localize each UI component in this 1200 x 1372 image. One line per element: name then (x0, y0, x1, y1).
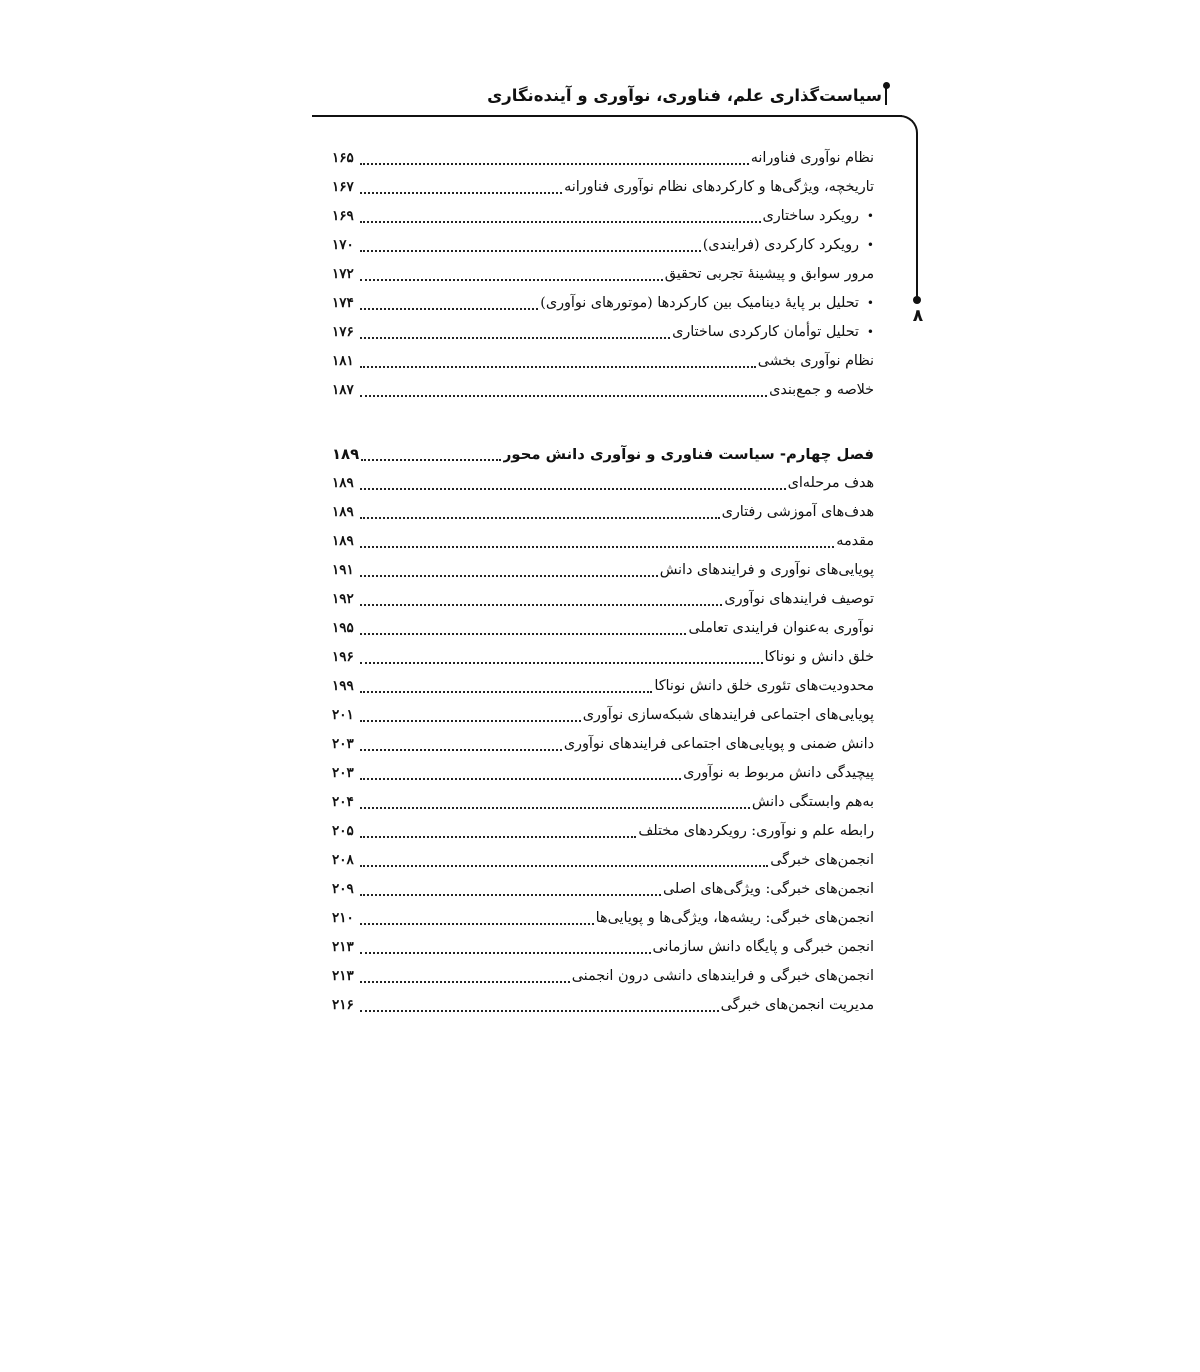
toc-entry-text: پیچیدگی دانش مربوط به نوآوری (683, 765, 874, 781)
toc-entry (332, 672, 874, 701)
toc-entry-page: ۱۶۹ (332, 208, 354, 224)
leader-dots (360, 690, 652, 693)
running-title: سیاست‌گذاری علم، فناوری، نوآوری و آینده‌نگاری (487, 86, 882, 105)
toc-entry-page: ۱۷۲ (332, 266, 354, 282)
toc-entry-text: انجمن خبرگی و پایگاه دانش سازمانی (652, 939, 874, 955)
toc-entry-title (583, 701, 874, 730)
toc-entry (332, 585, 874, 614)
leader-dots (360, 162, 749, 165)
toc-entry-title (596, 904, 874, 933)
toc-entry-text: توصیف فرایندهای نوآوری (724, 591, 874, 607)
toc-entry-text: به‌هم وابستگی دانش (751, 794, 874, 810)
side-rule (916, 133, 918, 299)
toc-entry-page: ۱۸۹ (332, 475, 354, 491)
leader-dots (360, 336, 670, 339)
toc-entry-title (672, 318, 874, 347)
toc-entry-page: ۱۹۹ (332, 678, 354, 694)
toc-entry-page: ۲۰۳ (332, 736, 354, 752)
toc-entry (332, 376, 874, 405)
toc-entry-page: ۲۱۰ (332, 910, 354, 926)
toc-entry (332, 173, 874, 202)
toc-entry-text: تحلیل بر پایهٔ دینامیک بین کارکردها (موتورهای نوآوری) (540, 295, 859, 311)
toc-entry (332, 759, 874, 788)
toc-entry-page: ۱۹۱ (332, 562, 354, 578)
toc-entry-text: انجمن‌های خبرگی: ویژگی‌های اصلی (663, 881, 874, 897)
toc-entry (332, 260, 874, 289)
toc-entry-title (722, 498, 874, 527)
toc-entry-text: مرور سوابق و پیشینهٔ تجربی تحقیق (664, 266, 874, 282)
toc-entry-text: هدف مرحله‌ای (787, 475, 874, 491)
toc-entry (332, 991, 874, 1020)
toc-entry-title (763, 202, 875, 231)
leader-dots (360, 1009, 719, 1012)
toc-section-2 (332, 469, 874, 1020)
toc-section-1 (332, 144, 874, 405)
toc-entry-text: نظام نوآوری بخشی (757, 353, 874, 369)
toc-entry (332, 144, 874, 173)
header-stub-line (885, 87, 887, 105)
toc-entry-page: ۱۷۶ (332, 324, 354, 340)
toc-entry (332, 318, 874, 347)
leader-dots (360, 278, 663, 281)
bullet-icon: • (866, 325, 874, 339)
toc-entry-text: خلق دانش و نوناکا (764, 649, 874, 665)
toc-entry-text: پویایی‌های اجتماعی فرایندهای شبکه‌سازی نوآوری (582, 707, 874, 723)
leader-dots (361, 458, 501, 461)
leader-dots (360, 777, 681, 780)
toc-entry-title (758, 347, 874, 376)
leader-dots (360, 545, 834, 548)
toc-entry-title (540, 289, 874, 318)
toc-entry-page: ۲۱۳ (332, 939, 354, 955)
toc-entry-page: ۱۸۱ (332, 353, 354, 369)
toc-entry-title (683, 759, 874, 788)
toc-entry-text: مقدمه (836, 533, 874, 549)
leader-dots (360, 574, 658, 577)
leader-dots (360, 864, 768, 867)
toc-entry (332, 701, 874, 730)
toc-entry-title (770, 846, 874, 875)
toc-chapter (332, 440, 874, 469)
chapter-heading (332, 440, 874, 469)
leader-dots (360, 365, 756, 368)
side-dot (913, 296, 921, 304)
toc-entry-text: انجمن‌های خبرگی: ریشه‌ها، ویژگی‌ها و پویایی‌ها (595, 910, 874, 926)
toc-entry-title (572, 962, 874, 991)
toc-entry-title (688, 614, 874, 643)
toc-entry-title (660, 556, 874, 585)
toc-entry-text: هدف‌های آموزشی رفتاری (721, 504, 874, 520)
leader-dots (360, 220, 761, 223)
toc-entry (332, 817, 874, 846)
leader-dots (360, 806, 750, 809)
toc-entry-text: تاریخچه، ویژگی‌ها و کارکردهای نظام نوآوری فناورانه (564, 179, 874, 195)
toc-entry-title (836, 527, 874, 556)
header-corner-curve (898, 115, 918, 135)
toc-entry-text: نظام نوآوری فناورانه (750, 150, 874, 166)
toc-entry-page: ۲۰۹ (332, 881, 354, 897)
leader-dots (360, 835, 636, 838)
toc-entry-text: رویکرد کارکردی (فرایندی) (702, 237, 859, 253)
leader-dots (360, 922, 594, 925)
toc-entry (332, 556, 874, 585)
toc-entry (332, 904, 874, 933)
bullet-icon: • (866, 296, 874, 310)
toc-entry-page: ۱۷۴ (332, 295, 354, 311)
toc-entry (332, 614, 874, 643)
toc-entry (332, 469, 874, 498)
toc-entry-title (752, 788, 874, 817)
chapter-title: فصل چهارم- سیاست فناوری و نوآوری دانش محور (502, 446, 874, 463)
toc-entry-page: ۱۸۹ (332, 504, 354, 520)
chapter-page: ۱۸۹ (332, 446, 360, 463)
toc-entry-page: ۲۰۸ (332, 852, 354, 868)
toc-entry-title (724, 585, 874, 614)
leader-dots (360, 307, 538, 310)
toc-entry-text: محدودیت‌های تئوری خلق دانش نوناکا (654, 678, 874, 694)
leader-dots (360, 719, 581, 722)
toc-entry-title (663, 875, 874, 904)
toc-entry-page: ۲۰۴ (332, 794, 354, 810)
toc-entry-page: ۱۹۵ (332, 620, 354, 636)
toc-entry-text: مدیریت انجمن‌های خبرگی (720, 997, 874, 1013)
header-rule (312, 115, 902, 117)
toc-entry-page: ۲۰۳ (332, 765, 354, 781)
leader-dots (360, 487, 786, 490)
toc-entry-page: ۱۸۷ (332, 382, 354, 398)
leader-dots (360, 603, 722, 606)
toc-entry (332, 875, 874, 904)
toc-entry-title (703, 231, 874, 260)
toc-entry-title (654, 672, 874, 701)
toc-entry-text: خلاصه و جمع‌بندی (769, 382, 874, 398)
toc-entry (332, 347, 874, 376)
toc-entry-title (665, 260, 874, 289)
toc-entry-title (638, 817, 874, 846)
toc-entry-title (564, 730, 874, 759)
leader-dots (360, 951, 651, 954)
toc-entry-title (653, 933, 874, 962)
toc-entry (332, 498, 874, 527)
toc-entry (332, 289, 874, 318)
toc-entry-page: ۱۷۰ (332, 237, 354, 253)
toc-entry (332, 527, 874, 556)
toc-entry-title (564, 173, 874, 202)
leader-dots (360, 191, 562, 194)
toc-entry-text: پویایی‌های نوآوری و فرایندهای دانش (659, 562, 874, 578)
leader-dots (360, 748, 562, 751)
toc-entry-title (721, 991, 874, 1020)
toc-entry-title (788, 469, 874, 498)
toc-entry-text: نوآوری به‌عنوان فرایندی تعاملی (688, 620, 874, 636)
bullet-icon: • (866, 238, 874, 252)
leader-dots (360, 661, 763, 664)
leader-dots (360, 394, 767, 397)
toc-entry-page: ۲۰۵ (332, 823, 354, 839)
toc-entry (332, 846, 874, 875)
toc-entry-page: ۱۶۷ (332, 179, 354, 195)
toc-entry-text: رابطه علم و نوآوری: رویکردهای مختلف (638, 823, 874, 839)
leader-dots (360, 980, 570, 983)
toc-entry (332, 788, 874, 817)
toc-entry-page: ۱۹۲ (332, 591, 354, 607)
toc-entry-page: ۱۶۵ (332, 150, 354, 166)
toc-entry (332, 231, 874, 260)
toc-entry (332, 962, 874, 991)
toc-entry-page: ۲۰۱ (332, 707, 354, 723)
toc-entry-text: دانش ضمنی و پویایی‌های اجتماعی فرایندهای نوآوری (563, 736, 874, 752)
toc-entry-title (751, 144, 874, 173)
page-number: ۸ (912, 306, 924, 326)
toc-entry-page: ۱۸۹ (332, 533, 354, 549)
toc-entry (332, 643, 874, 672)
toc-entry-text: انجمن‌های خبرگی (770, 852, 874, 868)
toc-entry (332, 933, 874, 962)
leader-dots (360, 249, 701, 252)
toc-entry-title (765, 643, 874, 672)
toc-entry (332, 202, 874, 231)
toc-entry-page: ۱۹۶ (332, 649, 354, 665)
toc-entry-title (769, 376, 874, 405)
bullet-icon: • (866, 209, 874, 223)
toc-entry-page: ۲۱۶ (332, 997, 354, 1013)
toc-entry-text: انجمن‌های خبرگی و فرایندهای دانشی درون انجمنی (571, 968, 874, 984)
toc-entry-text: تحلیل توأمان کارکردی ساختاری (672, 324, 859, 340)
toc-entry-text: رویکرد ساختاری (762, 208, 859, 224)
leader-dots (360, 632, 686, 635)
toc-entry (332, 730, 874, 759)
leader-dots (360, 893, 661, 896)
toc-entry-page: ۲۱۳ (332, 968, 354, 984)
leader-dots (360, 516, 720, 519)
